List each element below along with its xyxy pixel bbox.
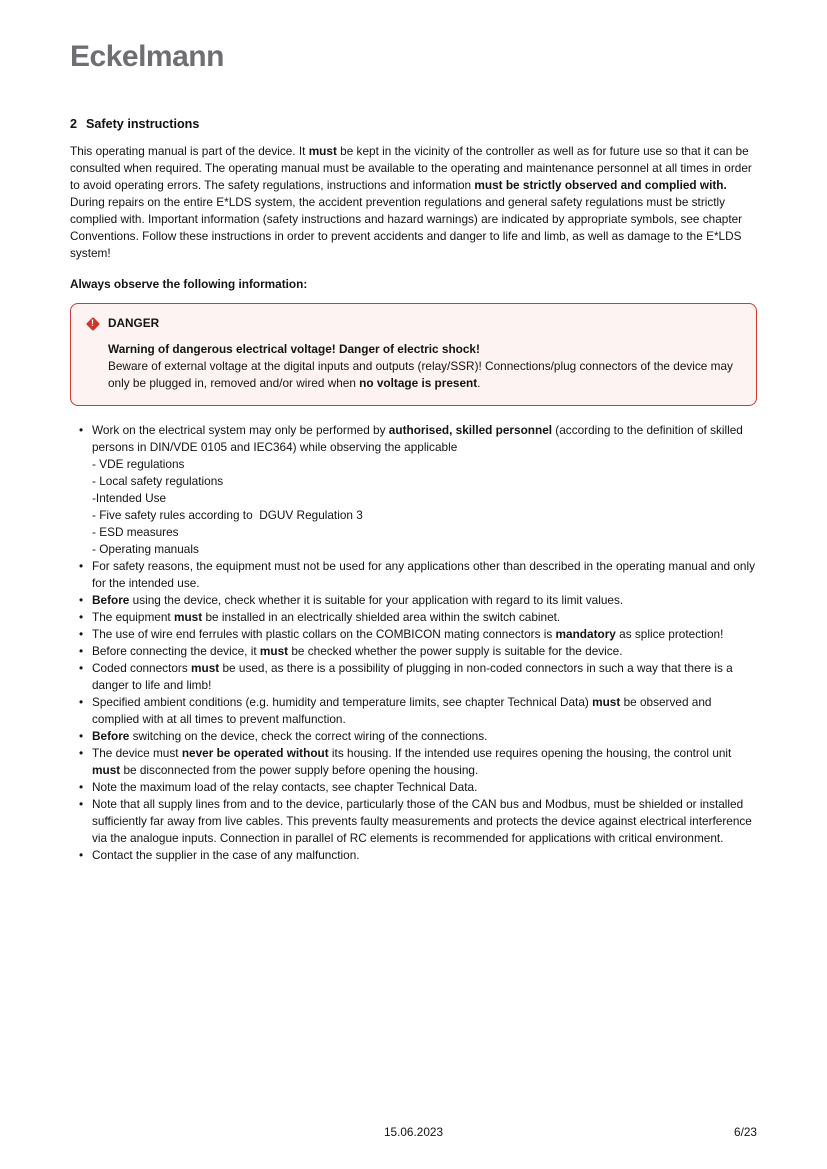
danger-subtitle: Warning of dangerous electrical voltage! Danger of electric shock! bbox=[108, 342, 480, 356]
bullet-text: • Specified ambient conditions (e.g. humidity and temperature limits, see chapter Technical Data) must be observed and complied with at all times to prevent malfunction. bbox=[92, 695, 712, 726]
bullet-subline: - Five safety rules according to DGUV Regulation 3 bbox=[92, 508, 363, 522]
section-number: 2 bbox=[70, 117, 78, 131]
list-item bbox=[70, 643, 757, 660]
list-item bbox=[70, 660, 757, 694]
list-item bbox=[70, 609, 757, 626]
bullet-subline: - ESD measures bbox=[92, 525, 179, 539]
danger-text: Beware of external voltage at the digital inputs and outputs (relay/SSR)! Connections/plug connectors of the device may only be plugged in, removed and/or wired when no voltage is present. bbox=[108, 359, 733, 390]
list-item bbox=[70, 694, 757, 728]
list-item bbox=[70, 422, 757, 558]
bullet-text: • The use of wire end ferrules with plastic collars on the COMBICON mating connectors is mandatory as splice protection! bbox=[92, 627, 724, 641]
list-item bbox=[70, 592, 757, 609]
logo-text: Eckelmann bbox=[70, 40, 224, 73]
footer-date: 15.06.2023 bbox=[383, 1125, 444, 1139]
list-item bbox=[70, 626, 757, 643]
section-title: Safety instructions bbox=[86, 117, 200, 131]
bullet-text: • Note that all supply lines from and to the device, particularly those of the CAN bus and Modbus, must be shielded or installed sufficiently far away from live cables. This prevents faulty measurements and protects the device against electrical interference via the analogue inputs. Connection in parallel of RC elements is recommended for applications with critical environment. bbox=[92, 797, 752, 845]
page-header bbox=[70, 42, 757, 72]
footer-page-number: 6/23 bbox=[734, 1125, 757, 1139]
eckelmann-logo bbox=[70, 42, 757, 72]
list-item bbox=[70, 847, 757, 864]
bullet-text: • Note the maximum load of the relay contacts, see chapter Technical Data. bbox=[92, 780, 478, 794]
section-heading bbox=[70, 116, 757, 133]
list-item bbox=[70, 558, 757, 592]
list-item bbox=[70, 779, 757, 796]
list-item bbox=[70, 796, 757, 847]
bullet-subline: - Local safety regulations bbox=[92, 474, 224, 488]
bullet-text: • The device must never be operated without its housing. If the intended use requires opening the housing, the control unit must be disconnected from the power supply before opening the housing. bbox=[92, 746, 732, 777]
list-item bbox=[70, 728, 757, 745]
bullet-text: • Coded connectors must be used, as there is a possibility of plugging in non-coded connectors in such a way that there is a danger to life and limb! bbox=[92, 661, 733, 692]
danger-title: DANGER bbox=[108, 316, 160, 330]
bullet-text: • The equipment must be installed in an electrically shielded area within the switch cabinet. bbox=[92, 610, 561, 624]
bullet-text: • For safety reasons, the equipment must not be used for any applications other than described in the operating manual and only for the intended use. bbox=[92, 559, 755, 590]
danger-warning-icon bbox=[85, 316, 100, 331]
bullet-subline: -Intended Use bbox=[92, 491, 167, 505]
always-observe-heading: Always observe the following information: bbox=[70, 277, 308, 291]
danger-exclamation: ! bbox=[91, 318, 94, 328]
bullet-text: • Before connecting the device, it must be checked whether the power supply is suitable for the device. bbox=[92, 644, 623, 658]
page-footer bbox=[70, 1124, 757, 1141]
bullet-text: • Before switching on the device, check the correct wiring of the connections. bbox=[92, 729, 488, 743]
bullet-subline: - VDE regulations bbox=[92, 457, 185, 471]
bullet-text: • Contact the supplier in the case of any malfunction. bbox=[92, 848, 360, 862]
safety-bullet-list bbox=[70, 422, 757, 864]
list-item bbox=[70, 745, 757, 779]
danger-box bbox=[70, 303, 757, 406]
danger-header bbox=[85, 315, 742, 332]
bullet-text: • Before using the device, check whether it is suitable for your application with regard to its limit values. bbox=[92, 593, 624, 607]
intro-paragraph: This operating manual is part of the device. It must be kept in the vicinity of the controller as well as for future use so that it can be consulted when required. The operating manual must be available to the operating and maintenance personnel at all times in order to avoid operating errors. The safety regulations, instructions and information must be strictly observed and complied with. During repairs on the entire E*LDS system, the accident prevention regulations and general safety regulations must be strictly complied with. Important information (safety instructions and hazard warnings) are indicated by appropriate symbols, see chapter Conventions. Follow these instructions in order to prevent accidents and danger to life and limb, as well as damage to the E*LDS system! bbox=[70, 144, 752, 260]
bullet-subline: - Operating manuals bbox=[92, 542, 199, 556]
danger-body bbox=[85, 341, 742, 392]
bullet-text: • Work on the electrical system may only be performed by authorised, skilled personnel (according to the definition of skilled persons in DIN/VDE 0105 and IEC364) while observing the applicable bbox=[92, 423, 743, 454]
